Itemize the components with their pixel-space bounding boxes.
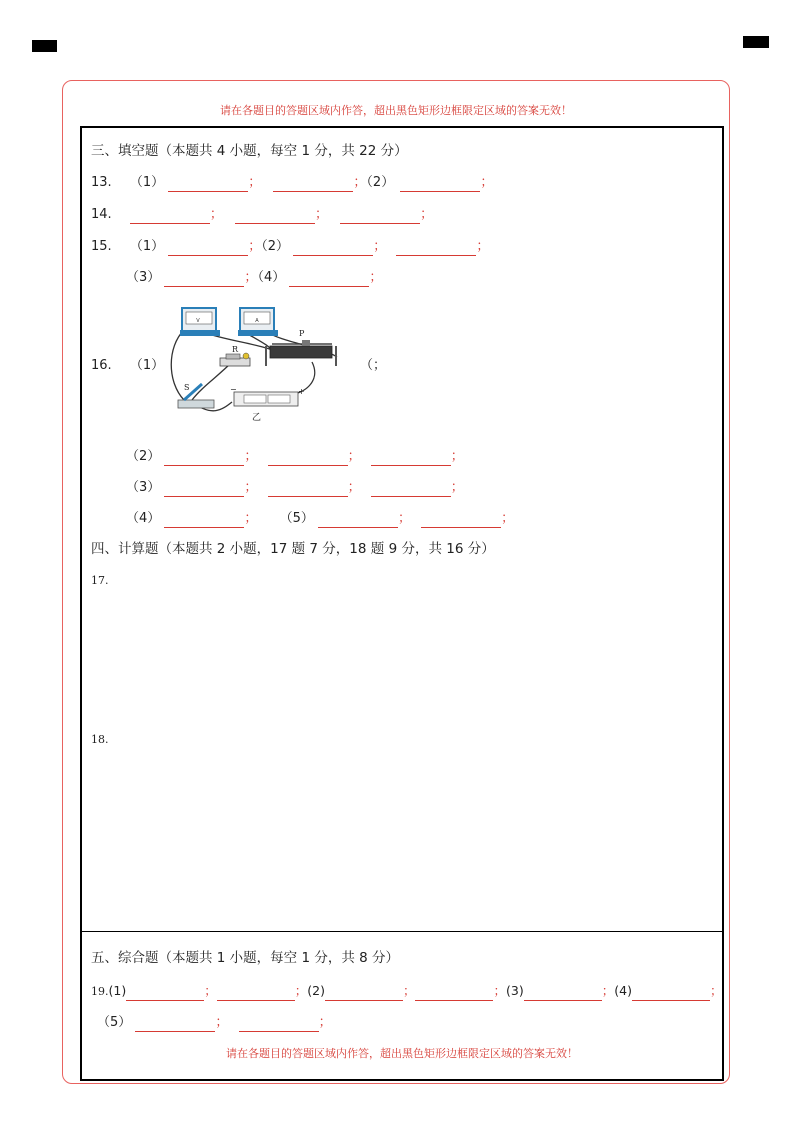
warning-top: 请在各题目的答题区域内作答，超出黑色矩形边框限定区域的答案无效！ [220,104,572,117]
ammeter-icon [238,308,278,336]
q16-semi-5: ； [347,480,361,495]
q14-semi-1: ； [209,207,223,222]
resistor-icon [220,345,250,366]
q15-semi-4: ； [244,270,258,285]
q15-blank-4[interactable] [164,272,244,287]
circuit-diagram [162,302,352,422]
q13-part1-label: （1） [129,175,165,190]
q15-semi-1: ； [248,239,262,254]
q16-semi-3: ； [450,449,464,464]
battery-minus-label: − [230,385,237,394]
q16-row-3 [126,479,464,497]
q16-tail: （； [360,358,387,373]
section4-title: 四、计算题（本题共 2 小题，17 题 7 分，18 题 9 分，共 16 分） [91,541,495,557]
q19-row-1 [91,982,722,1001]
battery-icon [230,385,305,406]
q13-semi-1: ； [248,175,262,190]
q16-semi-1: ； [244,449,258,464]
q14-row [91,206,433,224]
q15-row-1 [91,238,489,256]
q16-semi-2: ； [347,449,361,464]
q14-semi-3: ； [420,207,434,222]
q16-semi-8: ； [398,511,412,526]
q17-answer-area[interactable] [112,572,712,722]
q19-semi-4: ； [493,983,506,998]
q19-semi-6: ； [709,983,723,998]
voltmeter-label: V [196,318,200,324]
q19-semi-3: ； [402,983,416,998]
q19-blank-2[interactable] [217,986,295,1001]
q16-part1-label: （1） [129,358,165,373]
q16-blank-9[interactable] [421,513,501,528]
voltmeter-icon [180,308,220,336]
answer-area-box [80,126,724,1081]
q13-number: 13. [91,175,112,190]
section3-title: 三、填空题（本题共 4 小题，每空 1 分，共 22 分） [91,143,408,159]
q16-row-1 [91,357,164,375]
warning-bottom: 请在各题目的答题区域内作答，超出黑色矩形边框限定区域的答案无效！ [226,1047,578,1060]
q19-blank-3[interactable] [325,986,403,1001]
battery-plus-label: + [298,387,305,396]
q16-blank-4[interactable] [164,482,244,497]
q15-semi-3: ； [476,239,490,254]
q15-blank-1[interactable] [168,241,248,256]
q15-part4-label: （4） [257,270,286,285]
q18-answer-area[interactable] [112,731,712,921]
q14-number: 14. [91,207,112,222]
q16-number: 16. [91,358,112,373]
q13-blank-2[interactable] [273,177,353,192]
q15-row-2 [126,269,382,287]
q16-blank-7[interactable] [164,513,244,528]
q16-semi-4: ； [244,480,258,495]
q19-semi-7: ； [215,1015,229,1030]
q19-blank-8[interactable] [239,1017,319,1032]
ammeter-label: A [255,318,259,324]
q13-blank-1[interactable] [168,177,248,192]
section-divider [82,931,722,932]
q13-semi-2: ； [353,175,367,190]
section5-title: 五、综合题（本题共 1 小题，每空 1 分，共 8 分） [91,950,400,966]
q15-blank-2[interactable] [293,241,373,256]
q19-semi-8: ； [318,1015,332,1030]
q15-semi-5: ； [369,270,383,285]
q15-part2-label: （2） [261,239,290,254]
q13-row [91,174,493,192]
q19-blank-5[interactable] [524,986,602,1001]
q19-semi-2: ； [294,983,308,998]
q16-blank-2[interactable] [268,451,348,466]
q13-part2-label: （2） [366,175,395,190]
q14-blank-2[interactable] [235,209,315,224]
q14-semi-2: ； [314,207,328,222]
q19-semi-5: ； [601,983,615,998]
q19-part2-label: (2) [307,983,325,998]
q14-blank-1[interactable] [130,209,210,224]
q16-row-2 [126,448,464,466]
q19-part1-label: (1) [108,983,127,998]
q16-semi-7: ； [244,511,258,526]
q19-blank-7[interactable] [135,1017,215,1032]
q16-part5-label: （5） [279,511,314,526]
rheostat-label: P [299,329,305,338]
q19-semi-1: ； [204,983,217,998]
q16-part2-label: （2） [126,449,161,464]
figure-caption: 乙 [252,413,262,422]
alignment-mark-left [32,40,57,52]
q15-blank-3[interactable] [396,241,476,256]
q18-number: 18. [91,733,109,746]
q15-semi-2: ； [373,239,387,254]
q15-blank-5[interactable] [289,272,369,287]
q19-blank-6[interactable] [632,986,710,1001]
q16-blank-3[interactable] [371,451,451,466]
alignment-mark-right [743,36,769,48]
q15-number: 15. [91,239,112,254]
q16-part3-label: （3） [126,480,161,495]
q19-part3-label: (3) [506,983,524,998]
q19-blank-1[interactable] [126,986,204,1001]
q19-part5-label: （5） [97,1015,132,1030]
switch-label: S [184,383,190,392]
q16-blank-8[interactable] [318,513,398,528]
q16-blank-5[interactable] [268,482,348,497]
q16-blank-1[interactable] [164,451,244,466]
q14-blank-3[interactable] [340,209,420,224]
q19-part4-label: (4) [614,983,632,998]
q19-number: 19. [91,985,109,998]
resistor-label: R [232,345,239,354]
q19-row-2 [97,1014,332,1032]
q16-row-4 [126,510,514,528]
q16-semi-9: ； [501,511,515,526]
q13-semi-3: ； [480,175,494,190]
q13-blank-3[interactable] [400,177,480,192]
q15-part1-label: （1） [129,239,165,254]
q15-part3-label: （3） [126,270,161,285]
q16-part4-label: （4） [126,511,161,526]
q16-blank-6[interactable] [371,482,451,497]
q16-semi-6: ； [450,480,464,495]
q17-number: 17. [91,574,109,587]
q19-blank-4[interactable] [415,986,493,1001]
